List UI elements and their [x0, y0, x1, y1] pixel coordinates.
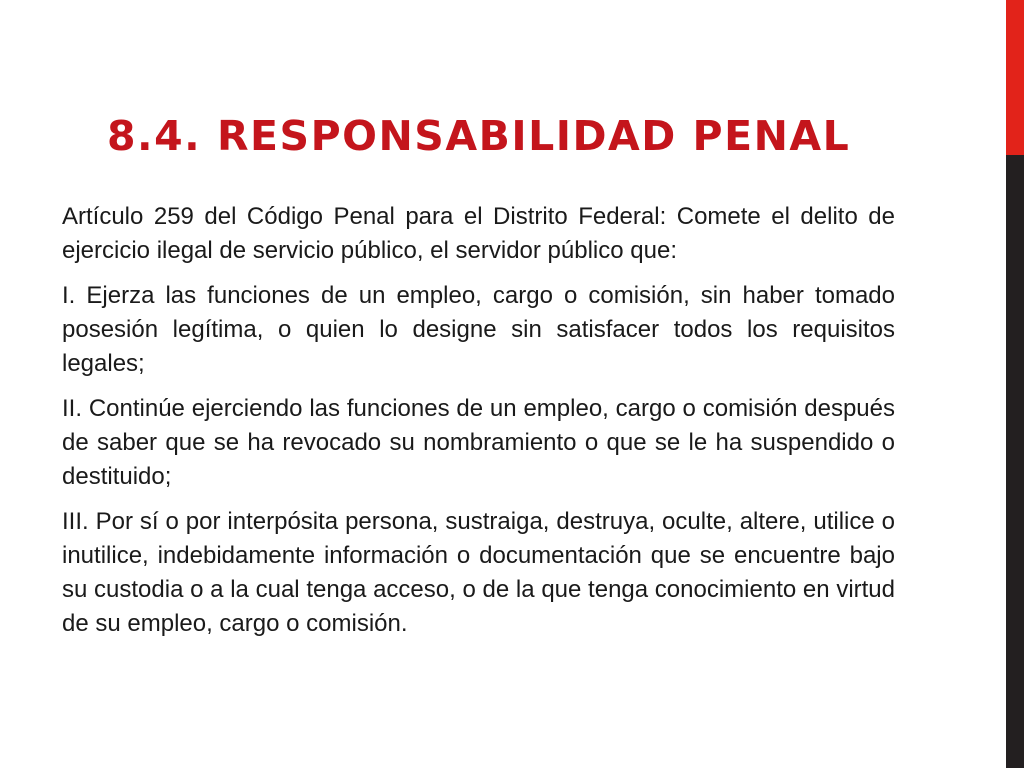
- accent-bar-red: [1006, 0, 1024, 155]
- paragraph-item-i: I. Ejerza las funciones de un empleo, cargo o comisión, sin haber tomado posesión legítima, o quien lo designe sin satisfacer todos los requisitos legales;: [62, 282, 895, 377]
- slide-body: [62, 200, 895, 652]
- slide-title: 8.4. RESPONSABILIDAD PENAL: [107, 112, 851, 160]
- paragraph-item-ii: II. Continúe ejerciendo las funciones de un empleo, cargo o comisión después de saber que se ha revocado su nombramiento o que se le ha suspendido o destituido;: [62, 395, 895, 490]
- accent-bar-dark: [1006, 155, 1024, 768]
- paragraph-article-259: Artículo 259 del Código Penal para el Distrito Federal: Comete el delito de ejercicio ilegal de servicio público, el servidor público que:: [62, 203, 895, 264]
- paragraph-item-iii: III. Por sí o por interpósita persona, sustraiga, destruya, oculte, altere, utilice o inutilice, indebidamente información o documentación que se encuentre bajo su custodia o a la cual tenga acceso, o de la que tenga conocimiento en virtud de su empleo, cargo o comisión.: [62, 508, 895, 637]
